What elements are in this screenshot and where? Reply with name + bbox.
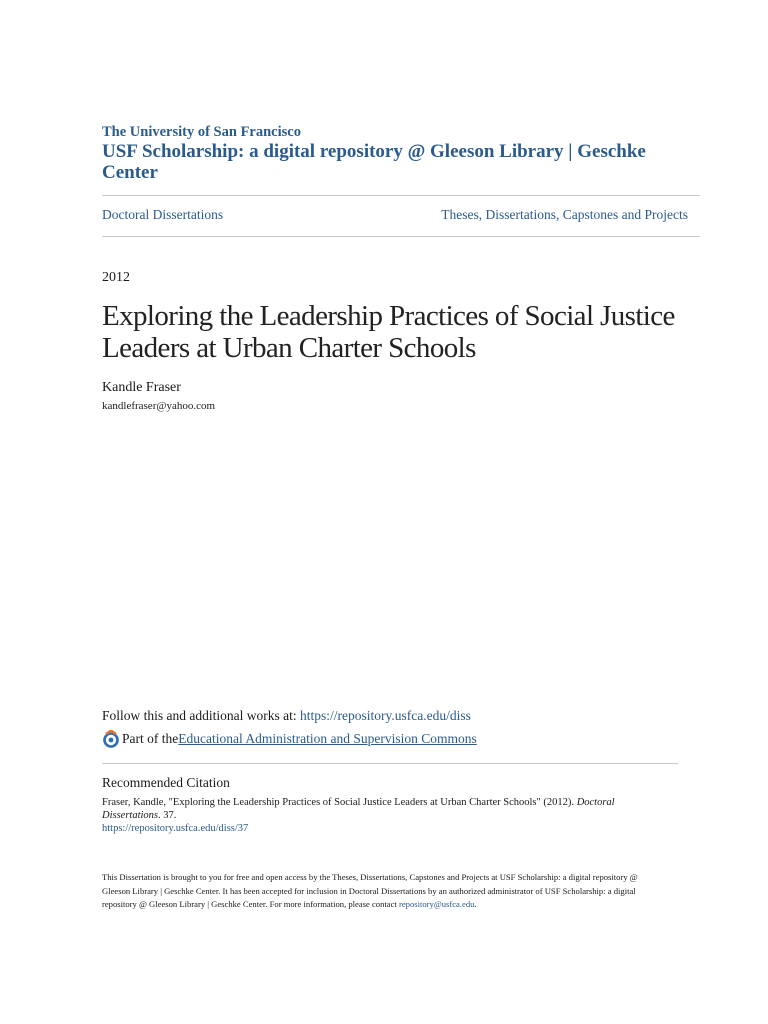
- parent-collection-link[interactable]: Theses, Dissertations, Capstones and Projects: [441, 207, 688, 222]
- follow-prefix: Follow this and additional works at:: [102, 708, 300, 723]
- citation-heading: Recommended Citation: [102, 775, 230, 790]
- institution-name: The University of San Francisco: [102, 124, 301, 140]
- part-of-line: [102, 730, 477, 748]
- citation-divider: [102, 763, 678, 764]
- collection-link[interactable]: Doctoral Dissertations: [102, 207, 224, 222]
- author-email: kandlefraser@yahoo.com: [102, 400, 216, 412]
- disclaimer-text: This Dissertation is brought to you for free and open access by the Theses, Dissertations, Capstones and Projects at USF Scholarship: a digital repository @ Gleeson Library | Geschke Center. It has been accepted for inclusion in Doctoral Dissertations by an authorized administrator of USF Scholarship: a digital repository @ Gleeson Library | Geschke Center. For more information, please contact: [102, 872, 638, 909]
- author-name: Kandle Fraser: [102, 380, 181, 395]
- citation-text: [102, 796, 672, 822]
- publication-year: 2012: [102, 270, 130, 285]
- citation-url-link[interactable]: https://repository.usfca.edu/diss/37: [102, 823, 249, 834]
- document-title: Exploring the Leadership Practices of Social Justice Leaders at Urban Charter Schools: [102, 300, 675, 364]
- repository-link[interactable]: USF Scholarship: a digital repository @ Gleeson Library | Geschke Center: [102, 141, 646, 183]
- access-disclaimer: [102, 871, 662, 912]
- repository-title[interactable]: [102, 141, 662, 183]
- follow-line: [102, 708, 471, 724]
- nav-divider: [102, 236, 700, 237]
- disclaimer-end: .: [474, 899, 477, 909]
- contact-email-link[interactable]: repository@usfca.edu: [398, 899, 475, 909]
- citation-number: . 37.: [158, 810, 177, 821]
- commons-link[interactable]: Educational Administration and Supervision Commons: [178, 731, 477, 746]
- follow-url-link[interactable]: https://repository.usfca.edu/diss: [300, 708, 471, 723]
- top-divider: [102, 195, 700, 196]
- network-icon: [102, 730, 120, 748]
- citation-series: Doctoral Dissertations: [102, 797, 615, 821]
- part-of-prefix: Part of the: [122, 731, 179, 746]
- citation-main: Fraser, Kandle, "Exploring the Leadership Practices of Social Justice Leaders at Urban Charter Schools" (2012).: [102, 797, 577, 808]
